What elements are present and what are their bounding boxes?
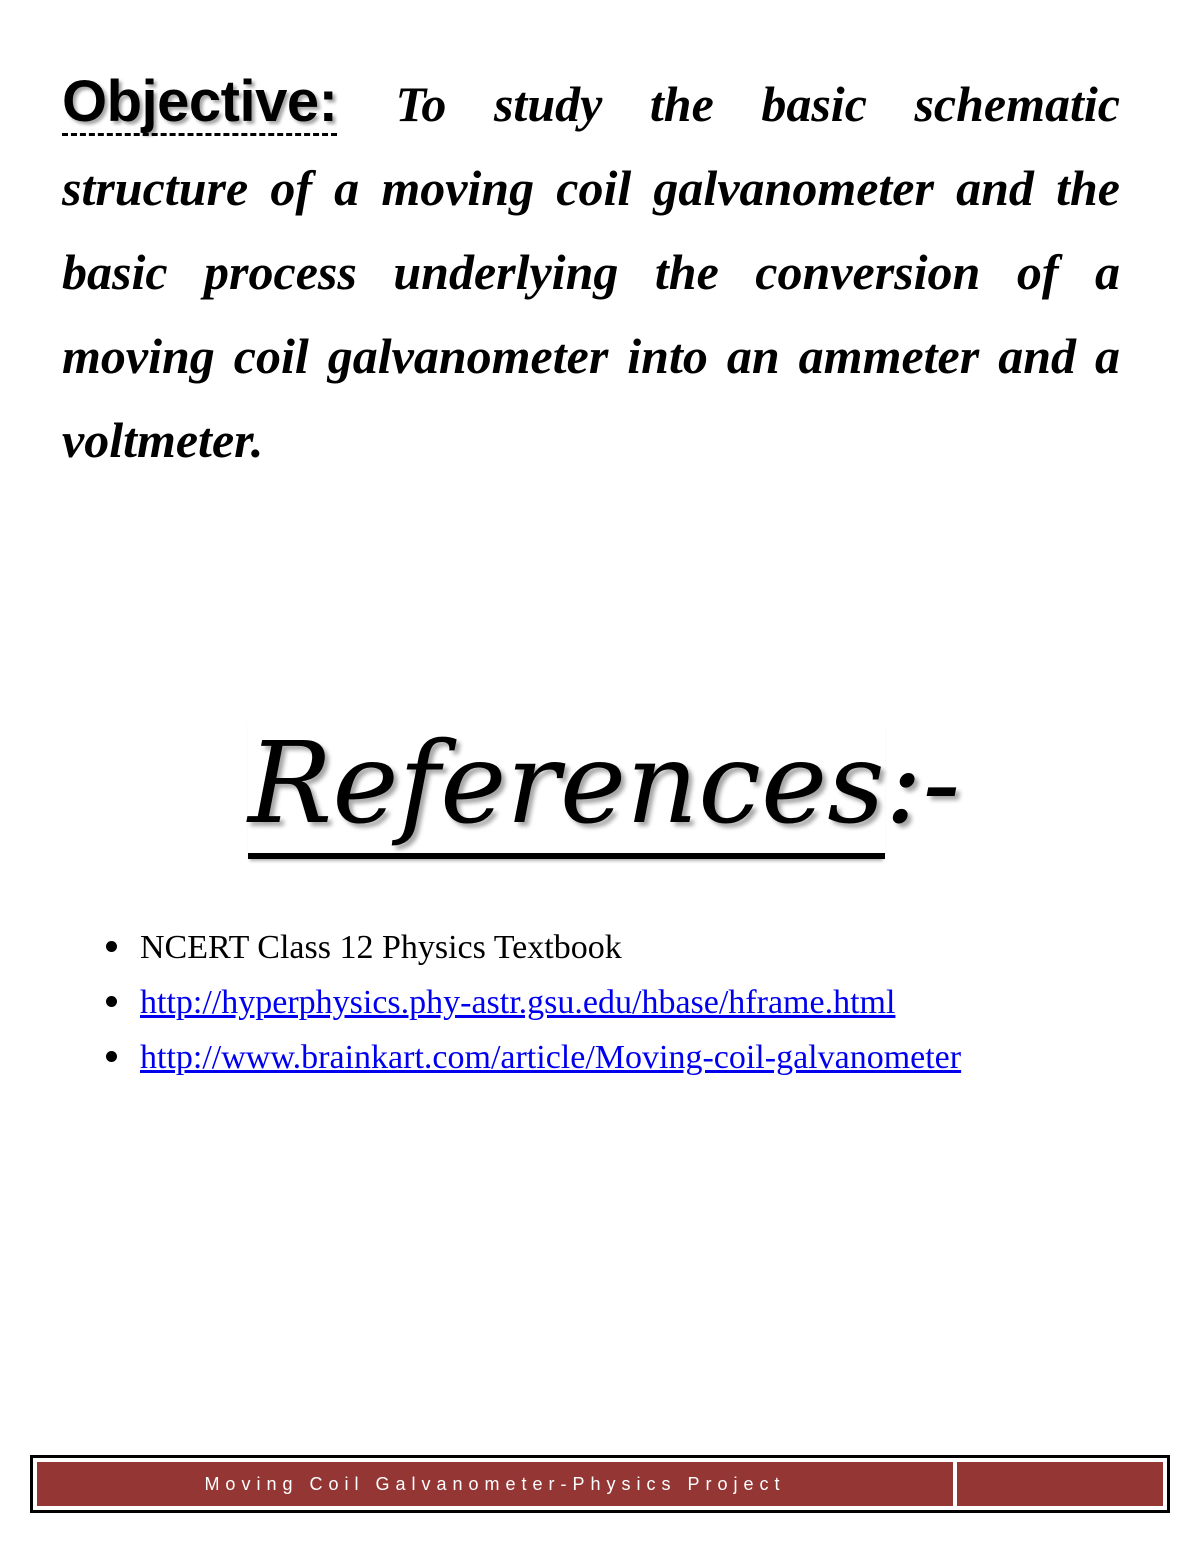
references-heading	[248, 719, 961, 849]
references-heading-word: References	[248, 719, 885, 859]
objective-heading: Objective:	[62, 69, 338, 134]
reference-link-hyperphysics[interactable]: http://hyperphysics.phy-astr.gsu.edu/hbase/hframe.html	[140, 984, 896, 1021]
references-heading-suffix: :-	[884, 719, 961, 849]
references-list	[140, 920, 961, 1085]
bullet-icon	[106, 996, 117, 1007]
reference-item	[140, 1030, 961, 1085]
page-footer	[30, 1455, 1170, 1513]
bullet-icon	[106, 1051, 117, 1062]
footer-page-box	[957, 1462, 1163, 1506]
objective-paragraph	[62, 62, 1120, 482]
reference-item	[140, 975, 961, 1030]
footer-title: Moving Coil Galvanometer-Physics Project	[37, 1462, 953, 1506]
reference-text: NCERT Class 12 Physics Textbook	[140, 929, 622, 966]
reference-link-brainkart[interactable]: http://www.brainkart.com/article/Moving-coil-galvanometer	[140, 1039, 962, 1076]
reference-item	[140, 920, 961, 975]
bullet-icon	[106, 941, 117, 952]
objective-text: To study the basic schematic structure of a moving coil galvanometer and the basic process underlying the conversion of a moving coil galvanometer into an ammeter and a voltmeter.	[62, 76, 1120, 468]
